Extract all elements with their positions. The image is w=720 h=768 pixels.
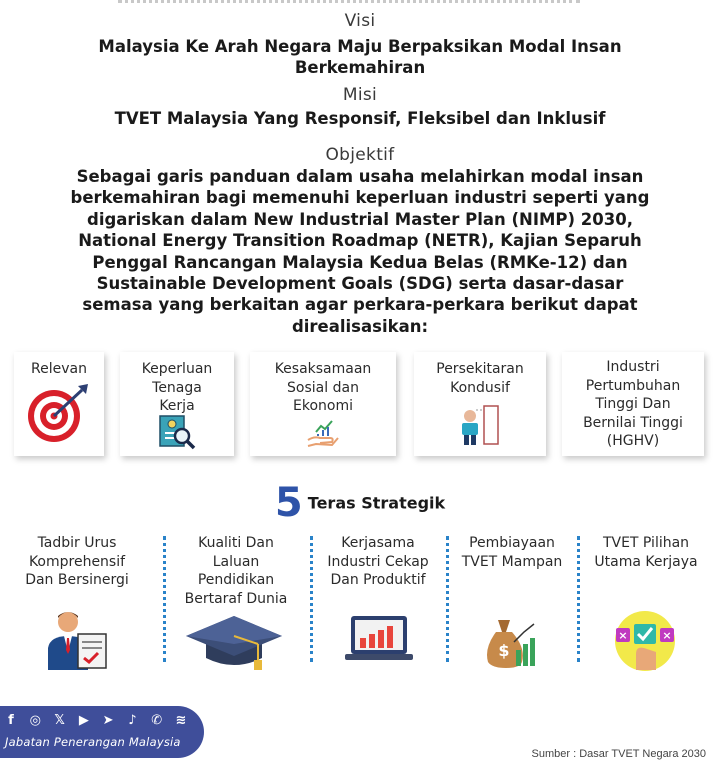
column-divider — [310, 536, 313, 662]
card-label-line: Kerja — [159, 398, 195, 414]
teras-label-line: Pembiayaan — [469, 535, 555, 551]
teras-heading — [0, 480, 720, 526]
card-label-line: Persekitaran — [436, 361, 524, 377]
teras-label-line: Kerjasama — [341, 535, 415, 551]
tiktok-icon[interactable]: ♪ — [128, 713, 137, 728]
svg-text:$: $ — [498, 641, 510, 660]
card-label-line: Industri — [606, 359, 660, 375]
money-bag-chart-icon — [482, 612, 538, 670]
objektif-line: Sebagai garis panduan dalam usaha melahirkan modal insan — [76, 167, 644, 186]
teras-item-pembiayaan — [452, 534, 572, 571]
card-label-line: (HGHV) — [606, 433, 660, 449]
teras-label-line: Industri Cekap — [327, 553, 429, 570]
svg-text:×: × — [618, 629, 628, 642]
teras-item-kerjasama — [318, 534, 438, 590]
objektif-line: semasa yang berkaitan agar perkara-perkara berikut dapat — [82, 295, 638, 315]
resume-search-icon — [157, 414, 197, 450]
laptop-chart-icon — [345, 614, 413, 664]
objektif-line: Sustainable Development Goals (SDG) serta dasar-dasar — [96, 274, 624, 294]
objektif-text — [0, 166, 720, 337]
svg-text:×: × — [662, 629, 672, 642]
column-divider — [163, 536, 166, 662]
column-divider — [577, 536, 580, 662]
objektif-line: berkemahiran bagi memenuhi keperluan industri seperti yang — [70, 188, 650, 208]
teras-label-line: Dan Produktif — [330, 572, 426, 588]
hand-growth-icon — [306, 418, 340, 448]
misi-label: Misi — [342, 85, 378, 105]
graduation-cap-icon — [184, 614, 284, 674]
visi-line-1: Malaysia Ke Arah Negara Maju Berpaksikan Modal Insan — [98, 37, 622, 56]
visi-line-2: Berkemahiran — [294, 58, 426, 77]
teras-label-line: Kualiti Dan — [198, 535, 274, 551]
teras-item-tvet-pilihan — [586, 534, 706, 571]
card-kesaksamaan — [250, 352, 396, 456]
businessman-report-icon — [46, 608, 108, 672]
organization-name: Jabatan Penerangan Malaysia — [5, 735, 181, 749]
column-divider — [446, 536, 449, 662]
card-label — [250, 360, 396, 416]
source-note: Sumber : Dasar TVET Negara 2030 — [531, 748, 706, 760]
teras-label-line: Laluan — [212, 553, 260, 570]
card-label — [414, 360, 546, 397]
teras-label-line: TVET Mampan — [461, 553, 563, 570]
objektif-line: National Energy Transition Roadmap (NETR), Kajian Separuh — [78, 231, 642, 251]
teras-item-kualiti — [174, 534, 298, 608]
whatsapp-icon[interactable]: ✆ — [151, 713, 163, 728]
teras-label-line: Bertaraf Dunia — [184, 590, 288, 607]
x-icon[interactable]: 𝕏 — [54, 713, 65, 728]
teras-label-line: TVET Pilihan — [602, 535, 690, 551]
teras-label-line: Pendidikan — [197, 572, 275, 588]
visi-label: Visi — [344, 11, 376, 31]
card-label-line: Pertumbuhan — [585, 377, 681, 394]
misi-text: TVET Malaysia Yang Responsif, Fleksibel dan Inklusif — [114, 109, 606, 128]
teras-label-line: Tadbir Urus — [37, 535, 117, 551]
card-label: Relevan — [31, 361, 87, 377]
objektif-line: direalisasikan: — [291, 316, 429, 336]
card-label — [562, 358, 704, 451]
teras-label-line: Dan Bersinergi — [25, 572, 129, 588]
target-icon — [26, 382, 92, 444]
top-dotted-divider — [118, 0, 580, 3]
card-label-line: Tinggi Dan — [595, 396, 671, 412]
objektif-line: digariskan dalam New Industrial Master Plan (NIMP) 2030, — [87, 209, 633, 229]
spotify-icon[interactable]: ≋ — [175, 713, 187, 728]
footer-brand-pill — [0, 706, 204, 758]
card-label-line: Kondusif — [450, 379, 510, 396]
card-label-line: Sosial dan — [287, 379, 359, 396]
card-label-line: Bernilai Tinggi — [583, 414, 683, 431]
card-relevan — [14, 352, 104, 456]
instagram-icon[interactable]: ◎ — [29, 713, 41, 728]
card-persekitaran-kondusif — [414, 352, 546, 456]
facebook-icon[interactable]: f — [8, 713, 14, 728]
card-keperluan-tenaga-kerja — [120, 352, 234, 456]
card-label-line: Ekonomi — [293, 398, 353, 414]
objektif-line: Penggal Rancangan Malaysia Kedua Belas (RMKe-12) dan — [92, 252, 628, 272]
teras-number: 5 — [274, 480, 303, 526]
objektif-label: Objektif — [325, 145, 395, 165]
card-industri-hghv — [562, 352, 704, 456]
card-label-line: Kesaksamaan — [274, 361, 372, 377]
youtube-icon[interactable]: ▶ — [78, 713, 89, 728]
telegram-icon[interactable]: ➤ — [102, 713, 114, 728]
card-label — [120, 360, 234, 416]
hand-choice-icon — [612, 608, 678, 674]
social-icons — [4, 714, 188, 728]
teras-item-tadbir-urus — [14, 534, 140, 590]
teras-title: Teras Strategik — [307, 493, 446, 513]
teras-label-line: Utama Kerjaya — [594, 553, 698, 570]
person-door-icon — [458, 402, 502, 448]
card-label-line: Tenaga — [152, 379, 202, 396]
teras-label-line: Komprehensif — [28, 553, 126, 570]
card-label-line: Keperluan — [141, 361, 213, 377]
